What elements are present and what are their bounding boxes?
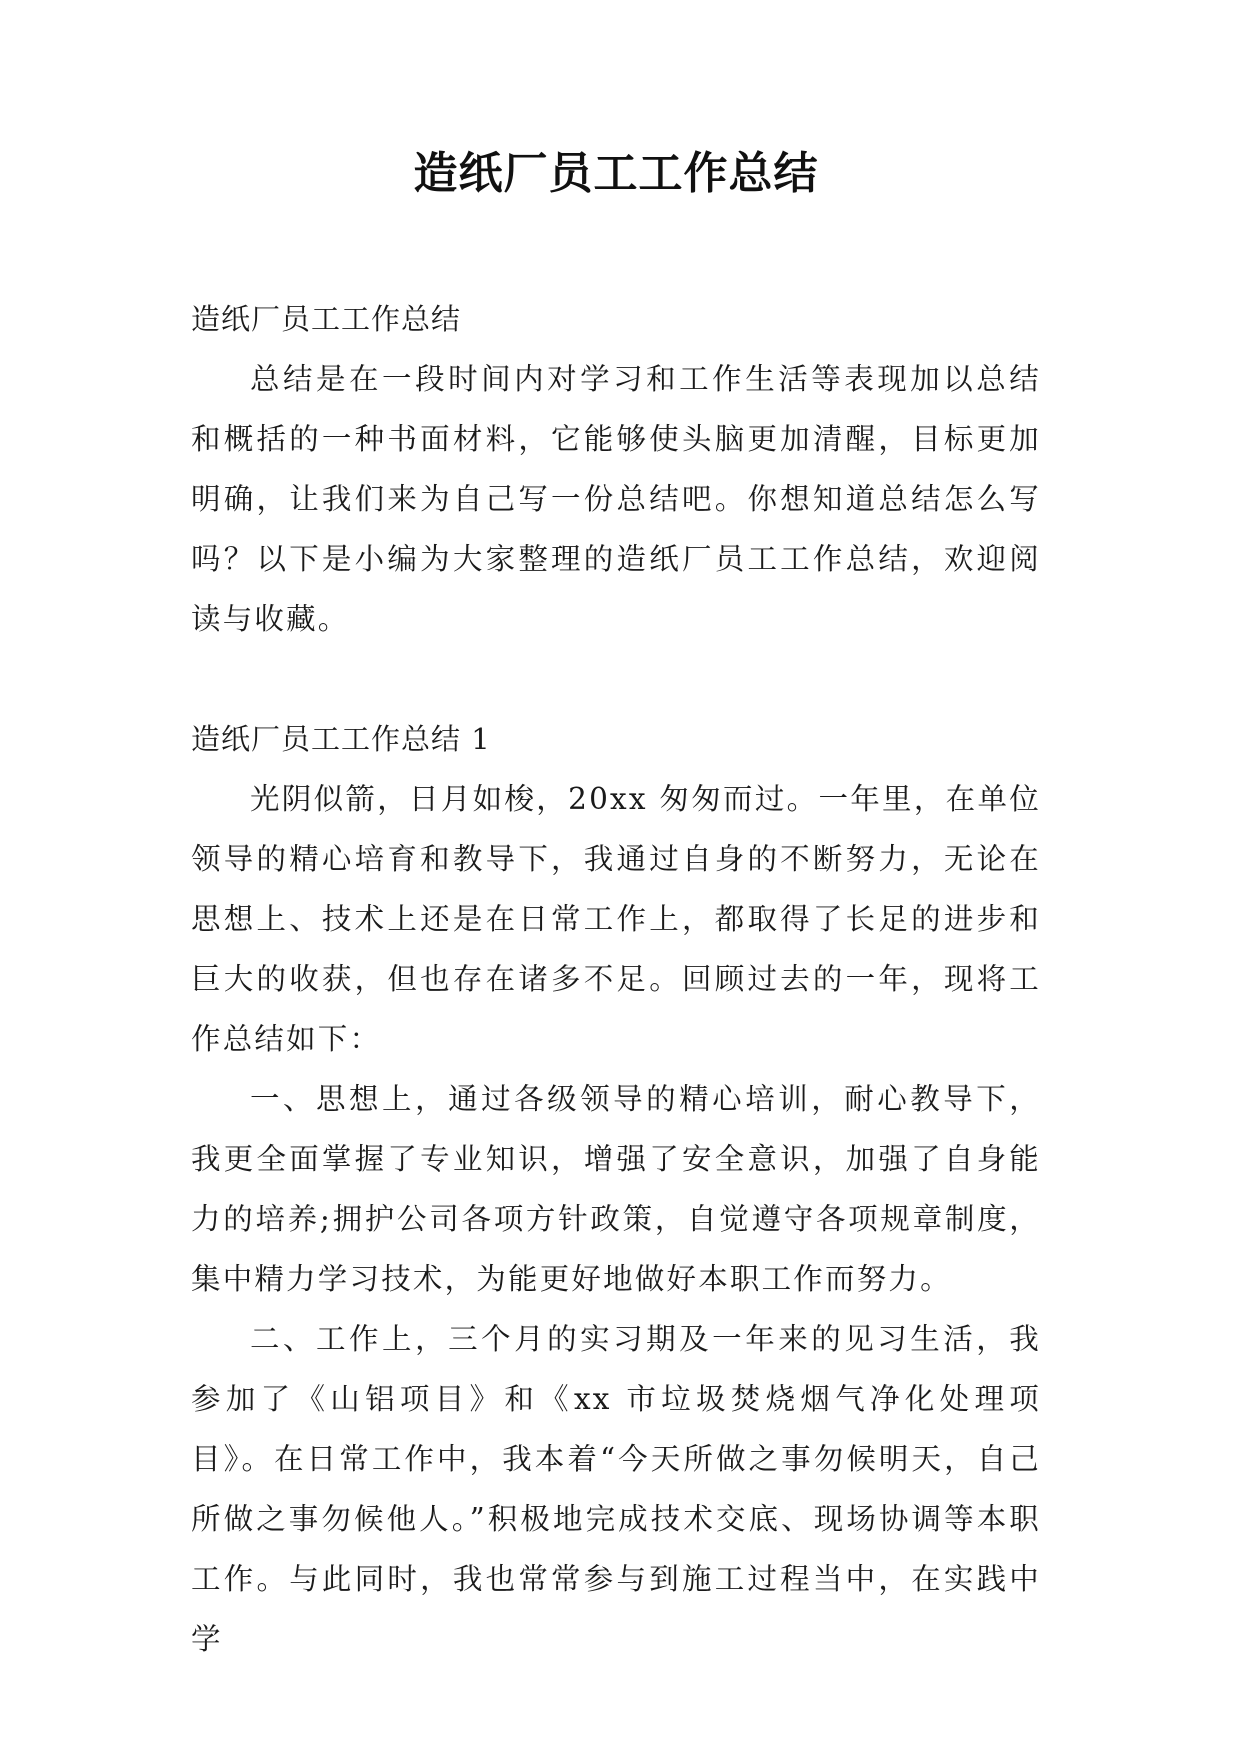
document-subtitle: 造纸厂员工工作总结 xyxy=(191,301,462,336)
document-title: 造纸厂员工工作总结 xyxy=(413,148,819,199)
intro-paragraph: 总结是在一段时间内对学习和工作生活等表现加以总结和概括的一种书面材料，它能够使头脑更加清醒，目标更加明确，让我们来为自己写一份总结吧。你想知道总结怎么写吗？以下是小编为大家整理的造纸厂员工工作总结，欢迎阅读与收藏。 xyxy=(191,361,1041,636)
section-heading: 造纸厂员工工作总结 1 xyxy=(191,721,491,756)
body-paragraph: 一、思想上，通过各级领导的精心培训，耐心教导下，我更全面掌握了专业知识，增强了安全意识，加强了自身能力的培养;拥护公司各项方针政策，自觉遵守各项规章制度，集中精力学习技术，为能更好地做好本职工作而努力。 xyxy=(191,1081,1041,1296)
body-paragraph: 二、工作上，三个月的实习期及一年来的见习生活，我参加了《山铝项目》和《xx 市垃圾焚烧烟气净化处理项目》。在日常工作中，我本着“今天所做之事勿候明天，自己所做之事勿候他人。”积极地完成技术交底、现场协调等本职工作。与此同时，我也常常参与到施工过程当中，在实践中学 xyxy=(191,1321,1041,1656)
body-paragraph: 光阴似箭，日月如梭，20xx 匆匆而过。一年里，在单位领导的精心培育和教导下，我通过自身的不断努力，无论在思想上、技术上还是在日常工作上，都取得了长足的进步和巨大的收获，但也存在诸多不足。回顾过去的一年，现将工作总结如下： xyxy=(191,781,1041,1056)
